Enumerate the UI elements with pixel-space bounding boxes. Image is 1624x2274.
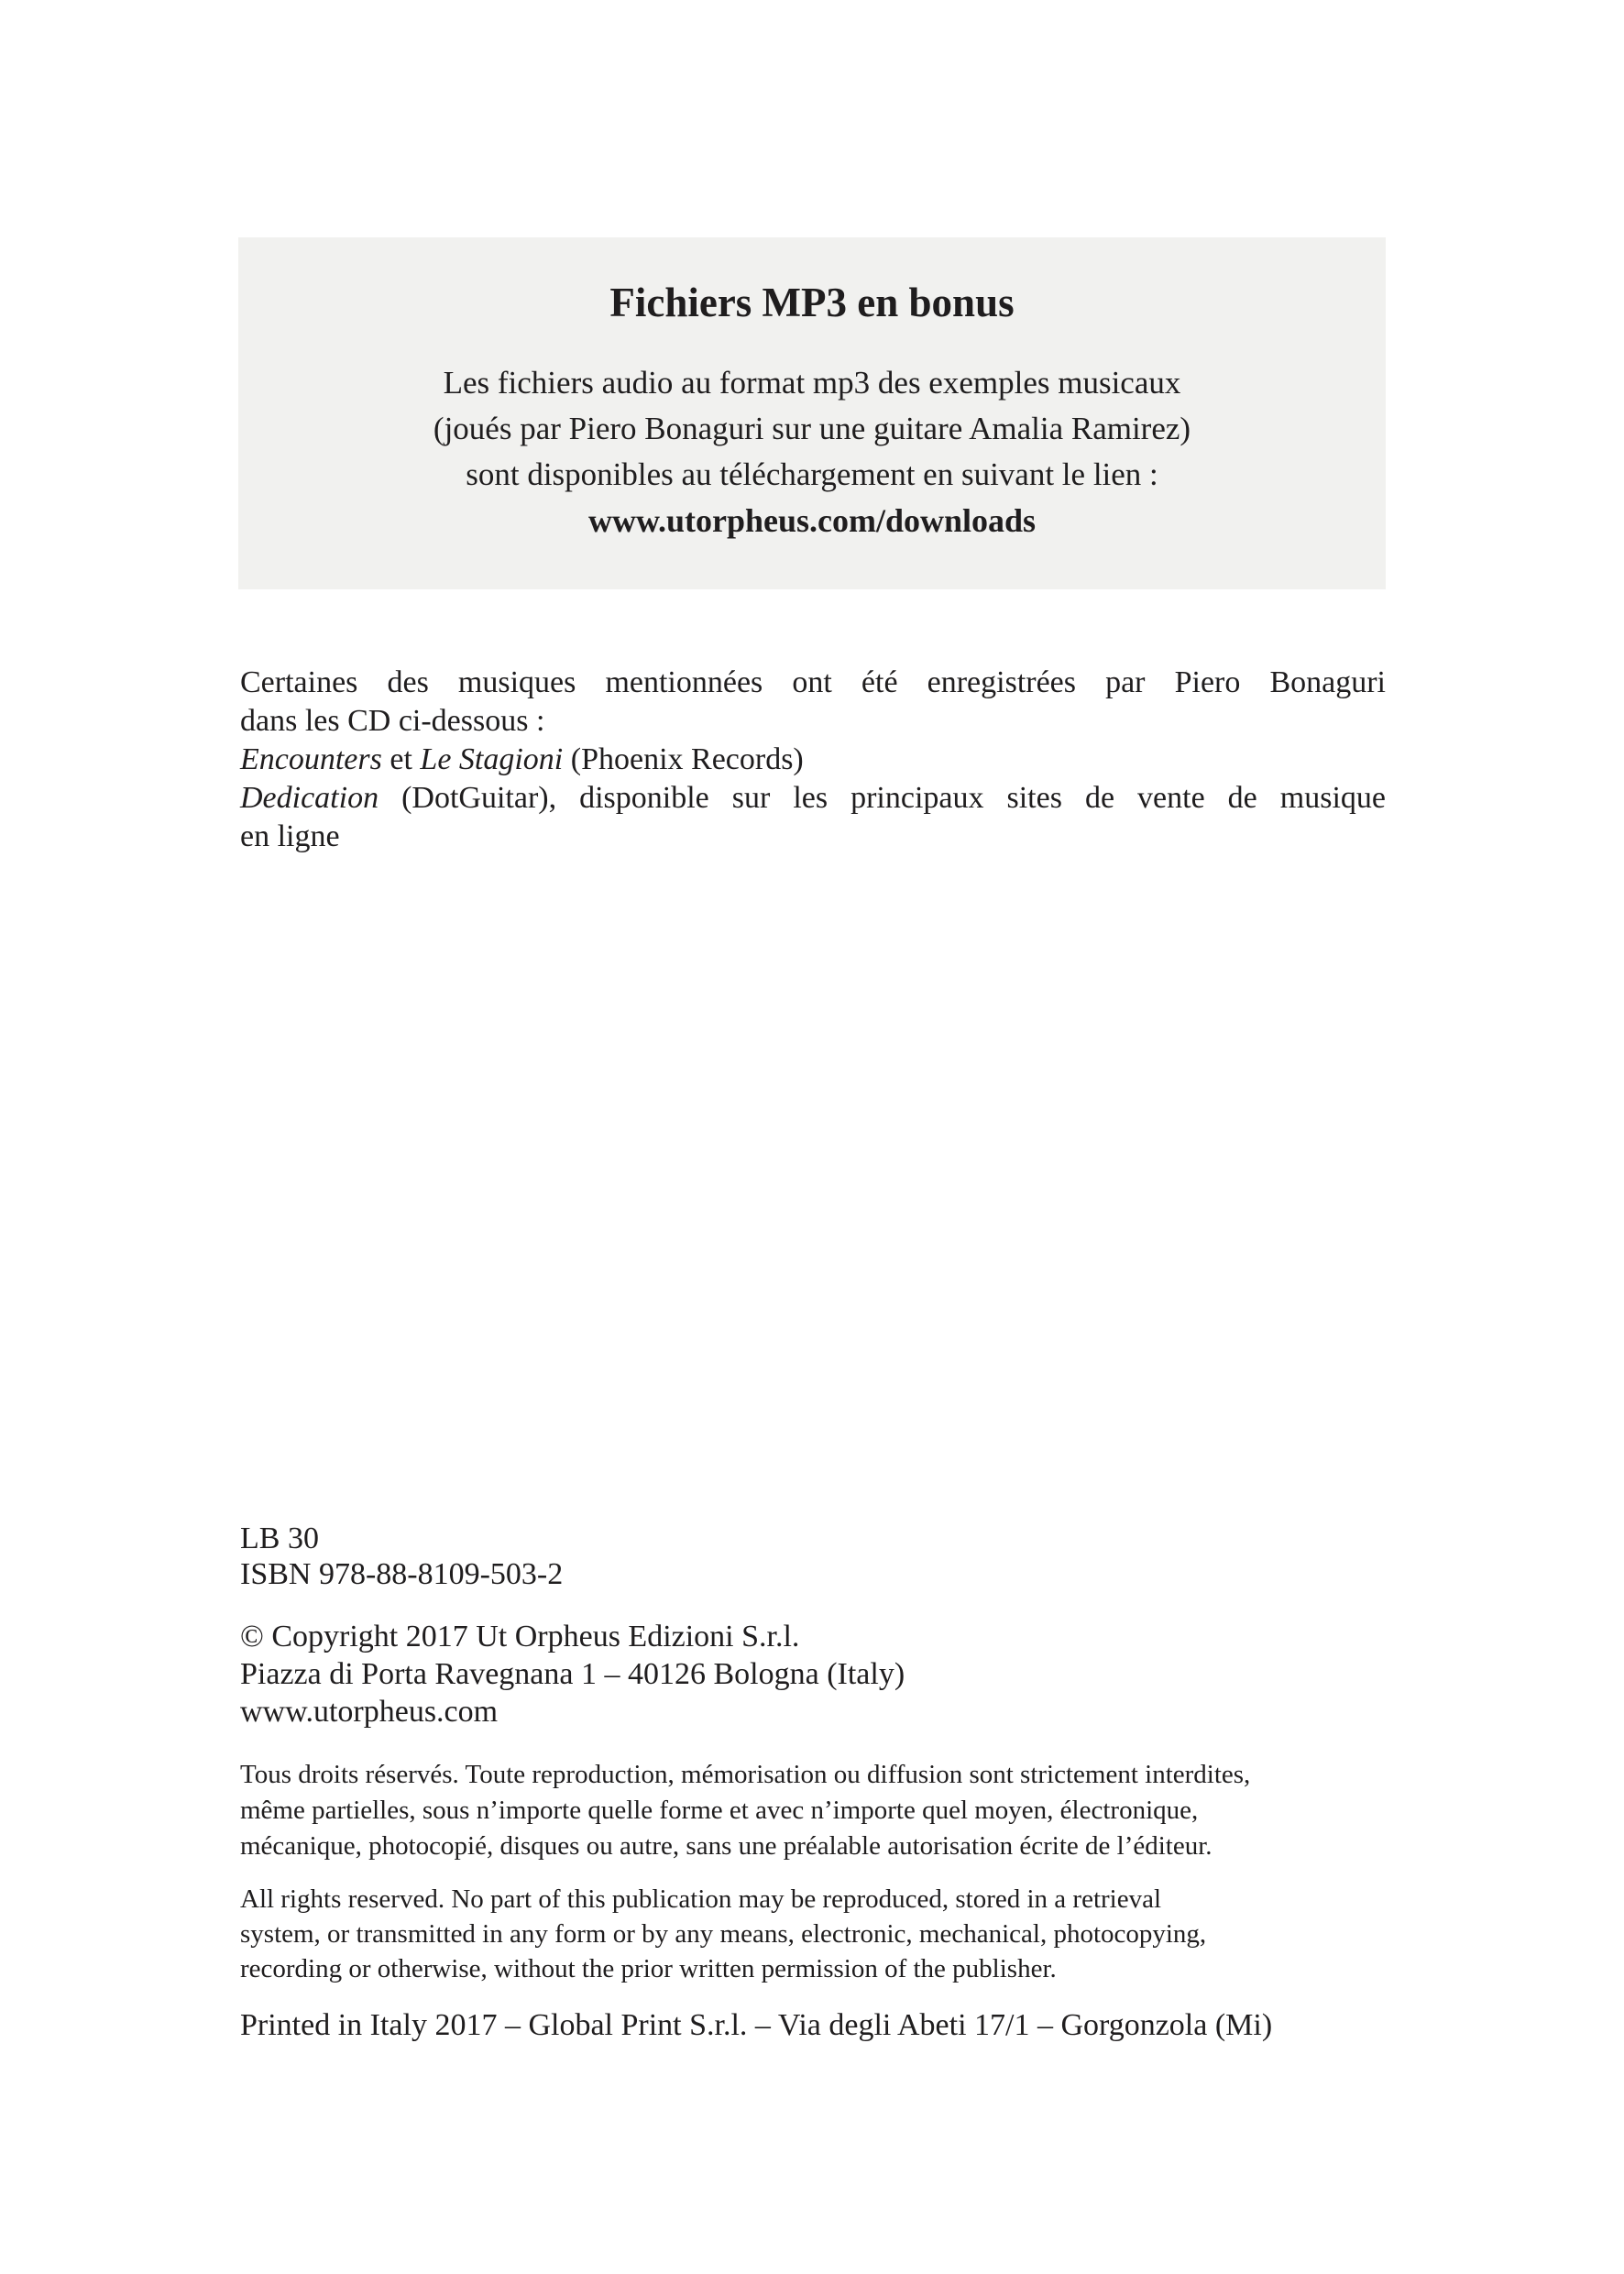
catalog-number: LB 30 — [240, 1521, 319, 1555]
recordings-line: Dedication (DotGuitar), disponible sur les principaux sites de vente de musique — [240, 781, 1386, 815]
printed-in-italy-line: Printed in Italy 2017 – Global Print S.r.l. – Via degli Abeti 17/1 – Gorgonzola (Mi) — [240, 2008, 1273, 2042]
rights-notice-fr — [240, 1757, 1413, 1864]
publisher-line: © Copyright 2017 Ut Orpheus Edizioni S.r.l. — [240, 1620, 800, 1653]
recordings-line: dans les CD ci-dessous : — [240, 704, 545, 738]
recordings-line: Certaines des musiques mentionnées ont été enregistrées par Piero Bonaguri — [240, 665, 1386, 699]
mp3-box-text-line: Les fichiers audio au format mp3 des exemples musicaux — [443, 365, 1181, 401]
mp3-box-text-line: sont disponibles au téléchargement en suivant le lien : — [466, 456, 1158, 492]
mp3-bonus-box — [238, 237, 1386, 589]
catalog-block — [240, 1521, 1386, 1592]
recordings-line: en ligne — [240, 819, 340, 853]
rights-fr-line: mécanique, photocopié, disques ou autre, sans une préalable autorisation écrite de l’éditeur. — [240, 1831, 1213, 1861]
publisher-line: Piazza di Porta Ravegnana 1 – 40126 Bologna (Italy) — [240, 1657, 905, 1691]
mp3-box-text-line: (joués par Piero Bonaguri sur une guitare Amalia Ramirez) — [433, 411, 1191, 446]
rights-en-line: All rights reserved. No part of this publication may be reproduced, stored in a retrieval — [240, 1884, 1162, 1914]
rights-fr-line: même partielles, sous n’importe quelle forme et avec n’importe quel moyen, électronique, — [240, 1796, 1199, 1825]
mp3-box-title: Fichiers MP3 en bonus — [609, 280, 1015, 325]
recordings-note — [240, 664, 1386, 856]
recordings-line: Encounters et Le Stagioni (Phoenix Records) — [240, 742, 804, 776]
publisher-block — [240, 1618, 1386, 1730]
mp3-box-text — [238, 360, 1386, 498]
isbn: ISBN 978-88-8109-503-2 — [240, 1557, 564, 1591]
publisher-line: www.utorpheus.com — [240, 1695, 499, 1729]
download-url: www.utorpheus.com/downloads — [587, 502, 1037, 539]
rights-fr-line: Tous droits réservés. Toute reproduction, mémorisation ou diffusion sont strictement interdites, — [240, 1760, 1251, 1789]
rights-en-line: system, or transmitted in any form or by any means, electronic, mechanical, photocopying, — [240, 1919, 1207, 1949]
rights-en-line: recording or otherwise, without the prior written permission of the publisher. — [240, 1954, 1057, 1983]
rights-notice-en — [240, 1882, 1413, 1986]
